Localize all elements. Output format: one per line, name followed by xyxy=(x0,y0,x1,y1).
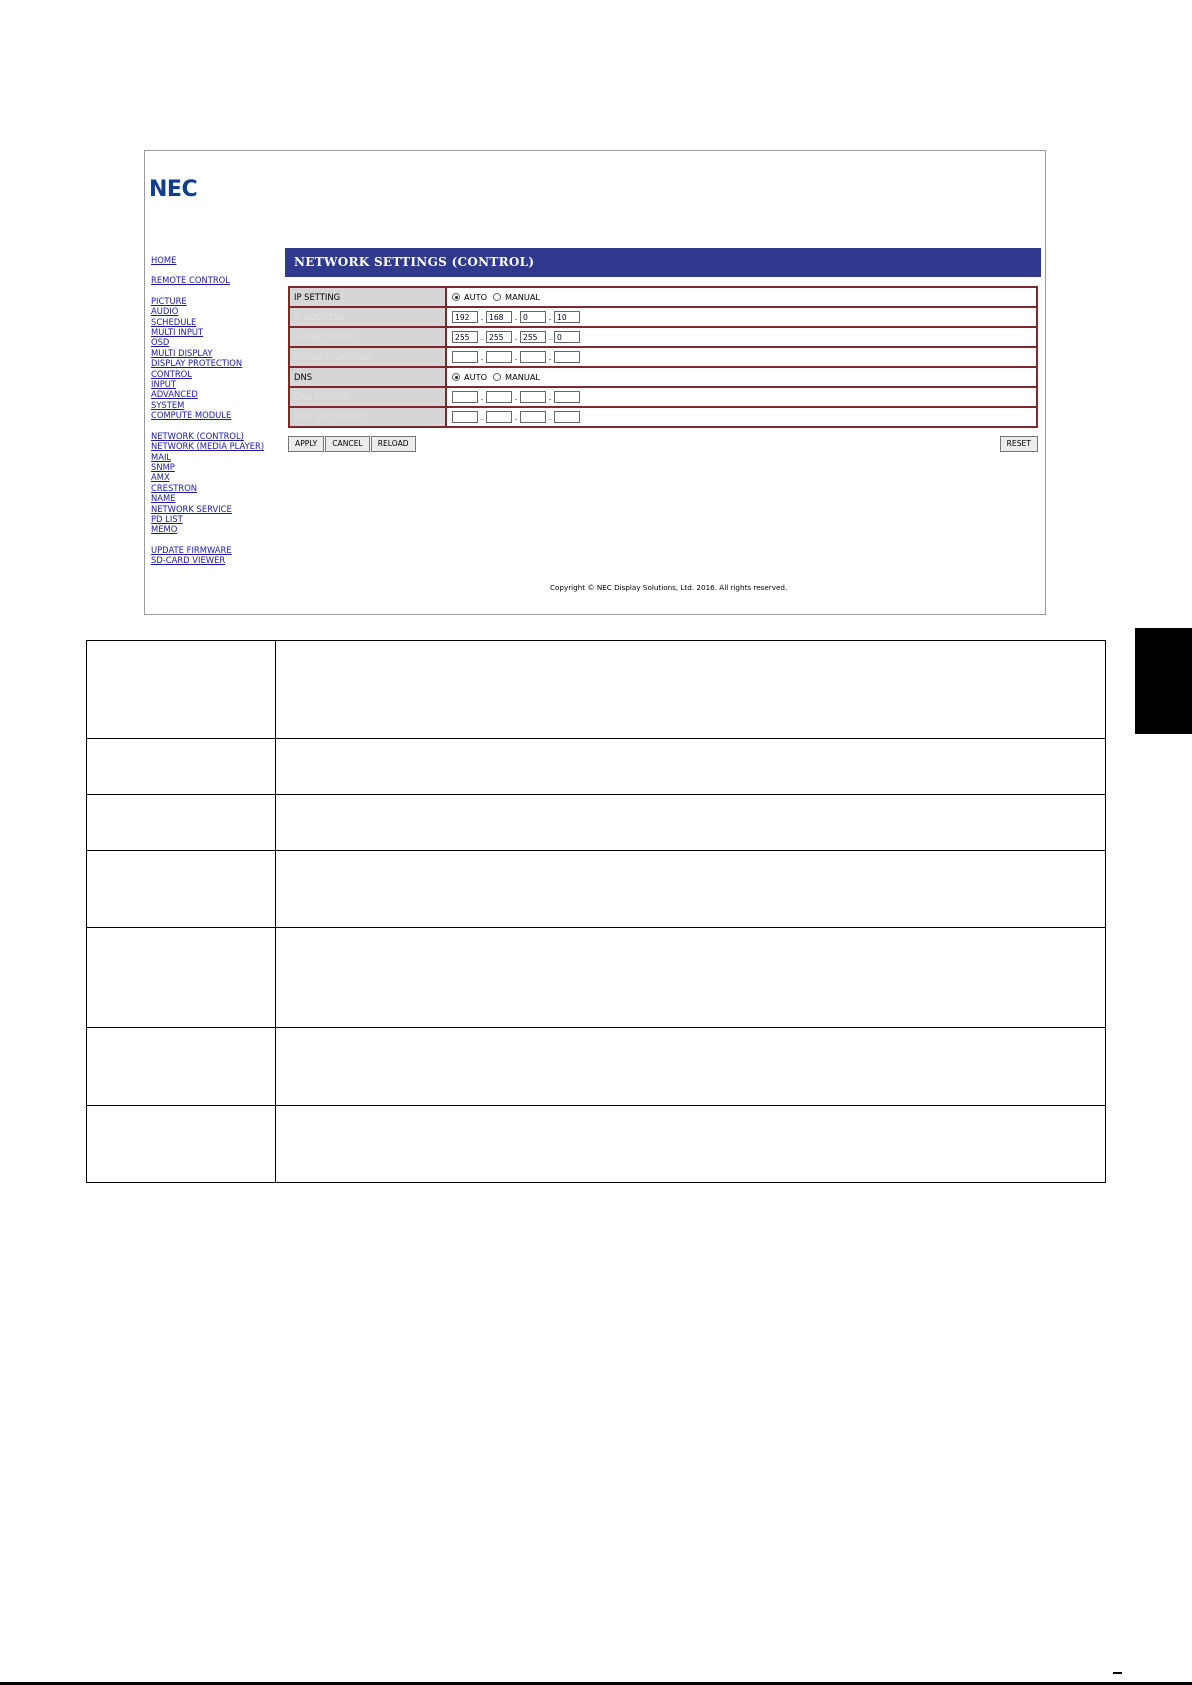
desc-row-dns xyxy=(87,928,1106,1028)
ip-address-octet-3[interactable]: 0 xyxy=(520,311,546,323)
desc-row-dns-secondary xyxy=(87,1106,1106,1183)
nav-link-amx[interactable]: AMX xyxy=(151,472,170,483)
subnet-mask-octet-1[interactable]: 255 xyxy=(452,331,478,343)
default-gateway-octet-3[interactable] xyxy=(520,351,546,363)
dns-primary-octet-3[interactable] xyxy=(520,391,546,403)
dns-manual-radio[interactable] xyxy=(493,373,501,381)
default-gateway-row: DEFAULT GATEWAY . . . xyxy=(289,347,1037,367)
dns-auto-radio[interactable] xyxy=(452,373,460,381)
subnet-mask-octet-2[interactable]: 255 xyxy=(486,331,512,343)
dns-primary-octet-2[interactable] xyxy=(486,391,512,403)
dns-auto-label: AUTO xyxy=(464,372,488,383)
dns-secondary-octet-4[interactable] xyxy=(554,411,580,423)
dns-secondary-octet-2[interactable] xyxy=(486,411,512,423)
action-buttons xyxy=(288,436,1038,452)
description-table xyxy=(86,640,1106,1183)
ip-setting-label: IP SETTING xyxy=(289,287,446,307)
dns-secondary-label: DNS SECONDARY xyxy=(289,407,446,427)
reset-button[interactable]: RESET xyxy=(1000,436,1038,452)
subnet-mask-octet-3[interactable]: 255 xyxy=(520,331,546,343)
ip-setting-row xyxy=(289,287,1037,307)
nav-link-audio[interactable]: AUDIO xyxy=(151,306,179,317)
nav-link-advanced[interactable]: ADVANCED xyxy=(151,389,198,400)
nav-link-remote-control[interactable]: REMOTE CONTROL xyxy=(151,275,230,286)
dns-primary-octet-4[interactable] xyxy=(554,391,580,403)
dns-row xyxy=(289,367,1037,387)
dns-primary-row: DNS PRIMARY . . . xyxy=(289,387,1037,407)
desc-row-ip-address xyxy=(87,739,1106,795)
nav-link-network-control[interactable]: NETWORK (CONTROL) xyxy=(151,430,244,441)
chapter-tab xyxy=(1135,628,1192,734)
nav-link-mail[interactable]: MAIL xyxy=(151,451,172,462)
sidebar-nav xyxy=(151,255,276,566)
subnet-mask-octet-4[interactable]: 0 xyxy=(554,331,580,343)
ip-setting-manual-label: MANUAL xyxy=(505,292,540,303)
copyright-text: Copyright © NEC Display Solutions, Ltd. 2016. All rights reserved. xyxy=(550,583,788,592)
ip-setting-auto-radio[interactable] xyxy=(452,293,460,301)
page-title: NETWORK SETTINGS (CONTROL) xyxy=(285,248,1041,277)
subnet-mask-label: SUBNET MASK xyxy=(289,327,446,347)
reload-button[interactable]: RELOAD xyxy=(371,436,416,452)
default-gateway-octet-4[interactable] xyxy=(554,351,580,363)
ip-address-octet-2[interactable]: 168 xyxy=(486,311,512,323)
ip-address-octet-1[interactable]: 192 xyxy=(452,311,478,323)
nav-link-crestron[interactable]: CRESTRON xyxy=(151,482,198,493)
ip-address-row: IP ADDRESS 192 . 168 . 0 . 10 xyxy=(289,307,1037,327)
nav-link-osd[interactable]: OSD xyxy=(151,337,170,348)
dns-secondary-row: DNS SECONDARY . . . xyxy=(289,407,1037,427)
dns-secondary-octet-1[interactable] xyxy=(452,411,478,423)
default-gateway-octet-2[interactable] xyxy=(486,351,512,363)
nav-link-system[interactable]: SYSTEM xyxy=(151,399,185,410)
subnet-mask-row: SUBNET MASK 255 . 255 . 255 . 0 xyxy=(289,327,1037,347)
dns-secondary-octet-3[interactable] xyxy=(520,411,546,423)
nav-link-name[interactable]: NAME xyxy=(151,493,176,504)
nav-link-sd-card-viewer[interactable]: SD-CARD VIEWER xyxy=(151,555,226,566)
nav-link-network-media-player[interactable]: NETWORK (MEDIA PLAYER) xyxy=(151,441,265,452)
dns-manual-label: MANUAL xyxy=(505,372,540,383)
desc-row-default-gateway xyxy=(87,851,1106,928)
dns-primary-label: DNS PRIMARY xyxy=(289,387,446,407)
nav-link-memo[interactable]: MEMO xyxy=(151,524,178,535)
default-gateway-octet-1[interactable] xyxy=(452,351,478,363)
desc-row-dns-primary xyxy=(87,1028,1106,1106)
nav-link-input[interactable]: INPUT xyxy=(151,379,177,390)
default-gateway-label: DEFAULT GATEWAY xyxy=(289,347,446,367)
ip-address-label: IP ADDRESS xyxy=(289,307,446,327)
cancel-button[interactable]: CANCEL xyxy=(325,436,370,452)
nec-logo: NEC xyxy=(149,177,198,202)
nav-link-display-protection[interactable]: DISPLAY PROTECTION xyxy=(151,358,243,369)
nav-link-control[interactable]: CONTROL xyxy=(151,368,192,379)
nav-link-update-firmware[interactable]: UPDATE FIRMWARE xyxy=(151,544,232,555)
page-corner-mark xyxy=(1113,1672,1122,1674)
nav-link-network-service[interactable]: NETWORK SERVICE xyxy=(151,503,232,514)
nav-link-snmp[interactable]: SNMP xyxy=(151,461,175,472)
nav-link-multi-input[interactable]: MULTI INPUT xyxy=(151,327,204,338)
desc-row-subnet-mask xyxy=(87,795,1106,851)
nav-link-multi-display[interactable]: MULTI DISPLAY xyxy=(151,347,213,358)
settings-table xyxy=(288,286,1038,428)
ip-setting-auto-label: AUTO xyxy=(464,292,488,303)
nav-link-home[interactable]: HOME xyxy=(151,255,177,265)
ip-address-octet-4[interactable]: 10 xyxy=(554,311,580,323)
dns-label: DNS xyxy=(289,367,446,387)
desc-row-ip-setting xyxy=(87,641,1106,739)
nav-link-compute-module[interactable]: COMPUTE MODULE xyxy=(151,410,232,421)
ip-setting-manual-radio[interactable] xyxy=(493,293,501,301)
dns-primary-octet-1[interactable] xyxy=(452,391,478,403)
main-content xyxy=(285,248,1041,452)
nav-link-schedule[interactable]: SCHEDULE xyxy=(151,316,197,327)
apply-button[interactable]: APPLY xyxy=(288,436,324,452)
nav-link-pd-list[interactable]: PD LIST xyxy=(151,513,183,524)
screenshot-frame xyxy=(144,150,1046,615)
nav-link-picture[interactable]: PICTURE xyxy=(151,295,187,306)
